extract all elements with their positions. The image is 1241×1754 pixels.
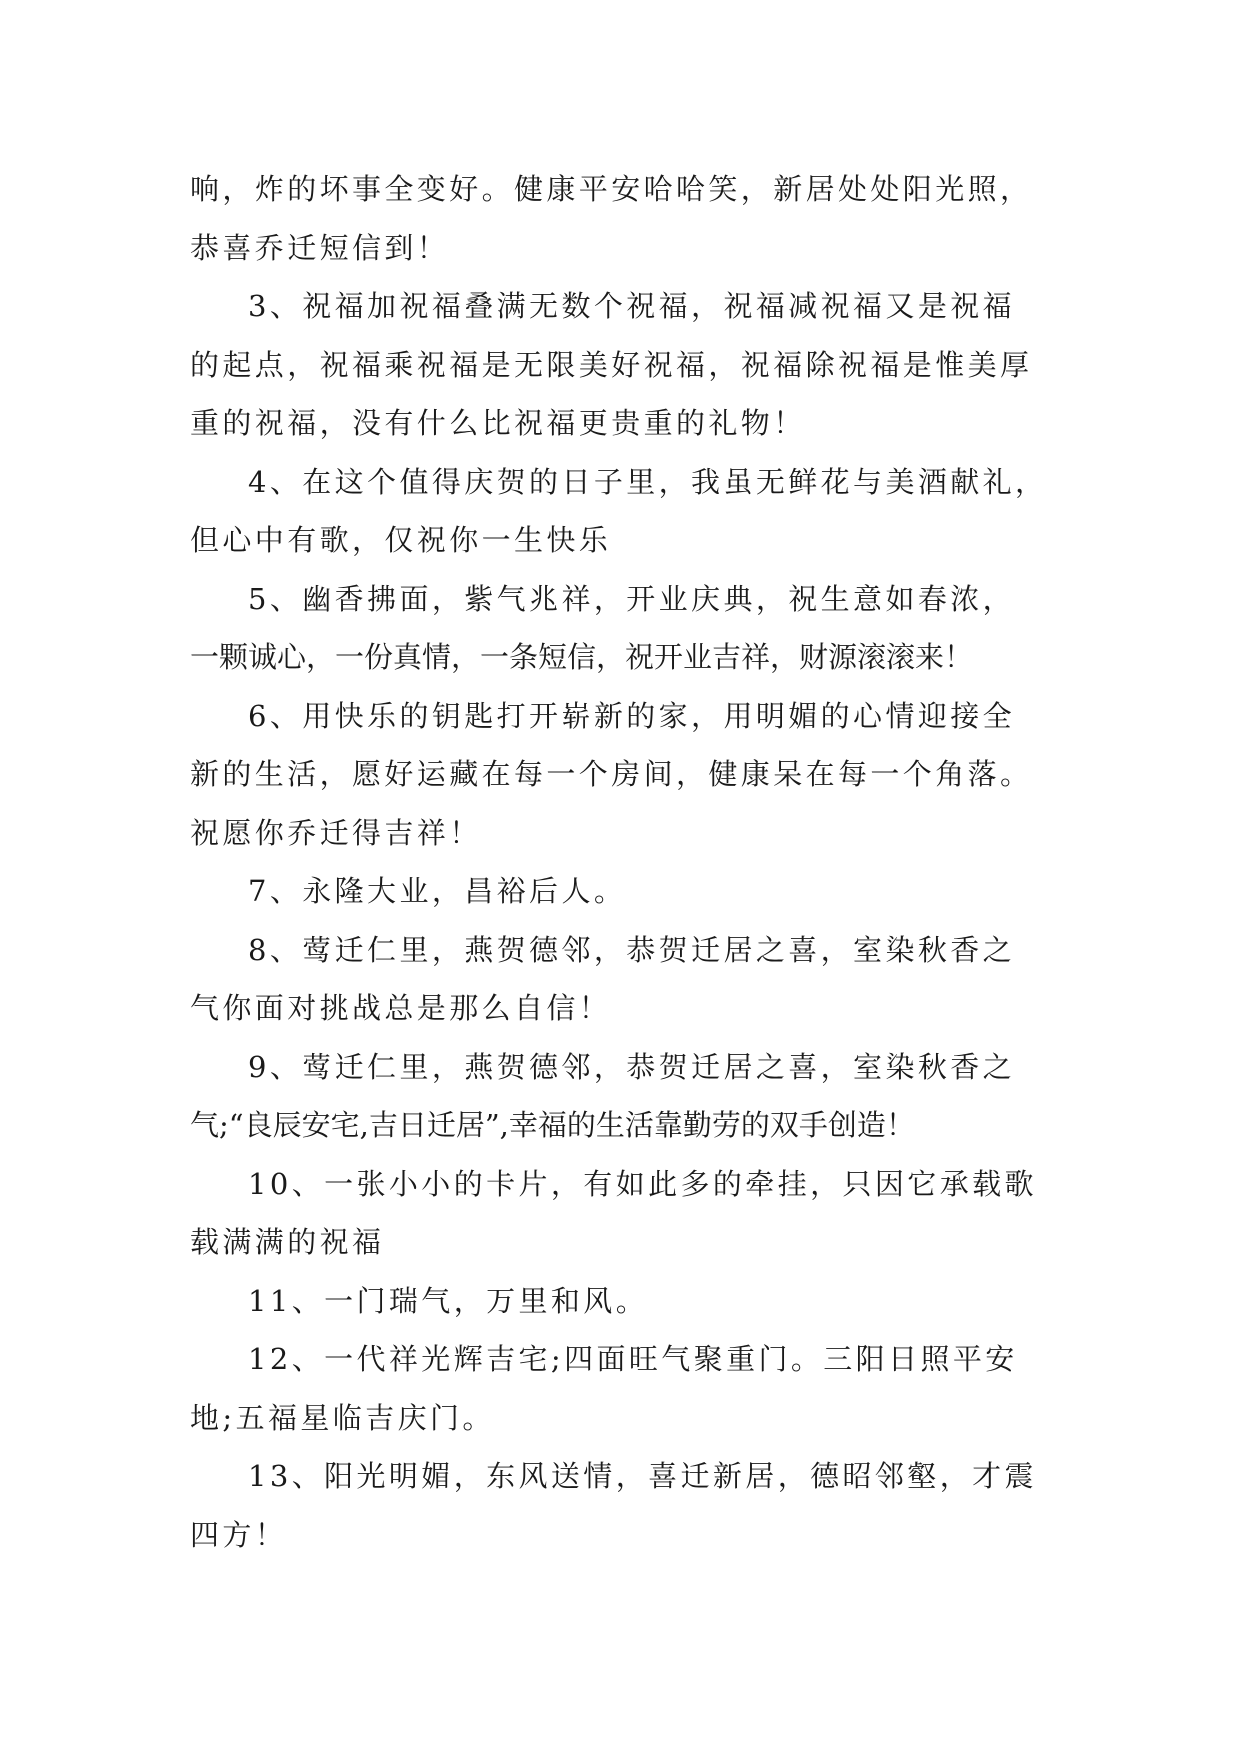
text-line: 5、幽香拂面，紫气兆祥，开业庆典，祝生意如春浓， (248, 581, 1016, 616)
text-line: 但心中有歌，仅祝你一生快乐 (190, 523, 612, 557)
text-line: 新的生活，愿好运藏在每一个房间，健康呆在每一个角落。 (190, 757, 1033, 791)
text-line: 响，炸的坏事全变好。健康平安哈哈笑，新居处处阳光照， (190, 172, 1033, 206)
text-line: 3、祝福加祝福叠满无数个祝福，祝福减祝福又是祝福 (248, 289, 1016, 323)
text-line: 重的祝福，没有什么比祝福更贵重的礼物！ (190, 406, 806, 440)
document-body (190, 160, 1060, 1564)
text-line: 7、永隆大业，昌裕后人。 (248, 874, 627, 908)
text-line: 地;五福星临吉庆门。 (190, 1400, 495, 1435)
text-line: 8、莺迁仁里，燕贺德邻，恭贺迁居之喜，室染秋香之 (248, 932, 1016, 967)
text-line: 6、用快乐的钥匙打开崭新的家，用明媚的心情迎接全 (248, 698, 1016, 733)
text-line: 9、莺迁仁里，燕贺德邻，恭贺迁居之喜，室染秋香之 (248, 1049, 1016, 1084)
text-line: 13、阳光明媚，东风送情，喜迁新居，德昭邻壑，才震 (248, 1459, 1037, 1493)
text-line: 10、一张小小的卡片，有如此多的牵挂，只因它承载歌 (248, 1166, 1037, 1201)
text-line: 四方！ (190, 1517, 288, 1552)
text-line: 12、一代祥光辉吉宅;四面旺气聚重门。三阳日照平安 (248, 1342, 1018, 1376)
text-line: 11、一门瑞气，万里和风。 (248, 1283, 649, 1318)
text-line: 4、在这个值得庆贺的日子里，我虽无鲜花与美酒献礼， (248, 464, 1048, 499)
text-line: 气你面对挑战总是那么自信！ (190, 991, 612, 1025)
text-line: 恭喜乔迁短信到！ (190, 230, 450, 265)
text-line: 的起点，祝福乘祝福是无限美好祝福，祝福除祝福是惟美厚 (190, 347, 1033, 382)
text-line: 载满满的祝福 (190, 1225, 385, 1259)
text-line: 气;“良辰安宅,吉日迁居”,幸福的生活靠勤劳的双手创造！ (190, 1108, 915, 1142)
text-line: 祝愿你乔迁得吉祥！ (190, 815, 482, 850)
text-line: 一颗诚心，一份真情，一条短信，祝开业吉祥，财源滚滚来！ (190, 640, 974, 674)
